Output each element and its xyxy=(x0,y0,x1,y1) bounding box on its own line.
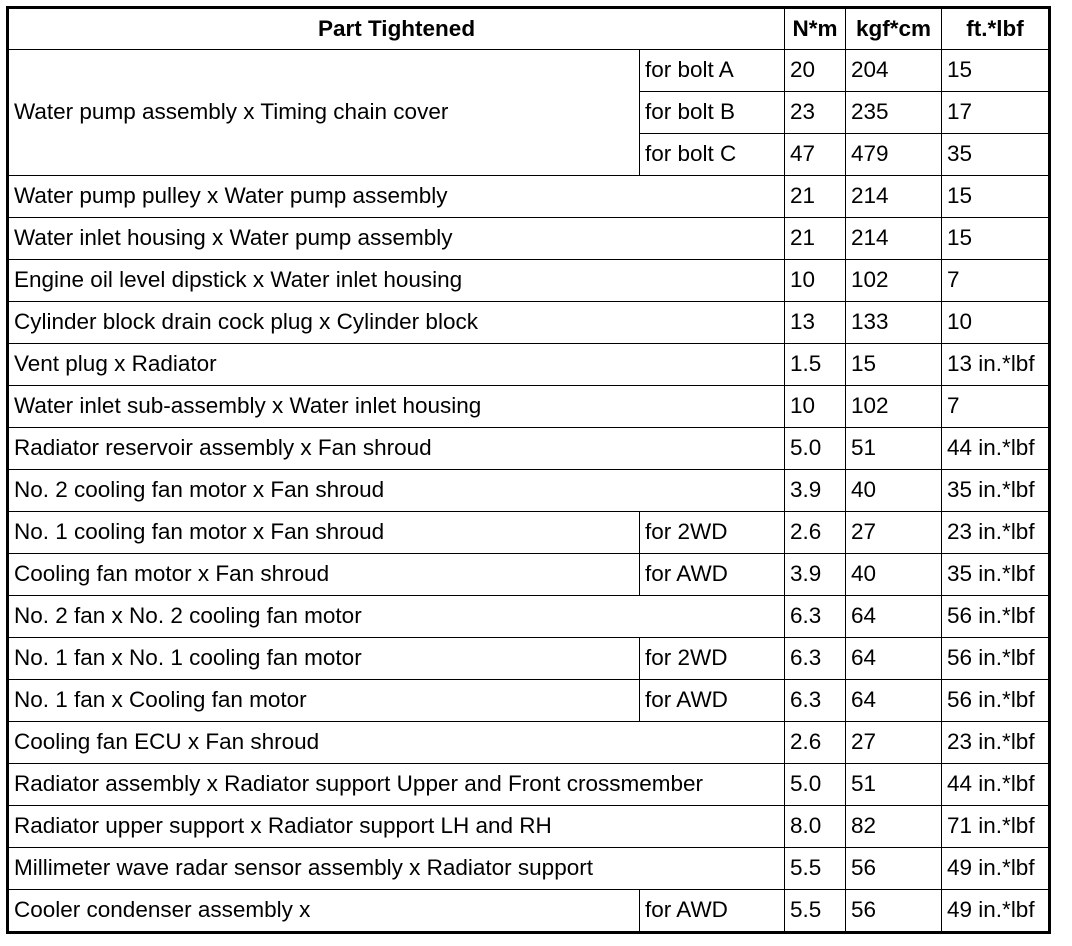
part-cell: Cooler condenser assembly x xyxy=(8,890,640,933)
ftlbf-cell: 35 in.*lbf xyxy=(942,470,1050,512)
condition-cell: for bolt B xyxy=(640,92,785,134)
kgfcm-cell: 64 xyxy=(846,596,942,638)
nm-cell: 23 xyxy=(785,92,846,134)
ftlbf-cell: 15 xyxy=(942,176,1050,218)
part-cell: Cylinder block drain cock plug x Cylinder block xyxy=(8,302,785,344)
ftlbf-cell: 56 in.*lbf xyxy=(942,596,1050,638)
part-cell: No. 2 fan x No. 2 cooling fan motor xyxy=(8,596,785,638)
table-row xyxy=(8,848,1050,890)
table-row xyxy=(8,554,1050,596)
ftlbf-cell: 71 in.*lbf xyxy=(942,806,1050,848)
nm-cell: 10 xyxy=(785,260,846,302)
condition-cell: for AWD xyxy=(640,680,785,722)
nm-cell: 1.5 xyxy=(785,344,846,386)
condition-cell: for AWD xyxy=(640,890,785,933)
kgfcm-cell: 214 xyxy=(846,176,942,218)
ftlbf-cell: 44 in.*lbf xyxy=(942,764,1050,806)
ftlbf-cell: 7 xyxy=(942,260,1050,302)
nm-cell: 2.6 xyxy=(785,722,846,764)
kgfcm-cell: 102 xyxy=(846,260,942,302)
nm-cell: 6.3 xyxy=(785,596,846,638)
kgfcm-cell: 56 xyxy=(846,848,942,890)
table-row xyxy=(8,722,1050,764)
nm-cell: 21 xyxy=(785,218,846,260)
part-cell: Water inlet housing x Water pump assembly xyxy=(8,218,785,260)
nm-cell: 6.3 xyxy=(785,680,846,722)
nm-cell: 5.5 xyxy=(785,890,846,933)
kgfcm-cell: 235 xyxy=(846,92,942,134)
kgfcm-cell: 102 xyxy=(846,386,942,428)
nm-cell: 8.0 xyxy=(785,806,846,848)
table-row xyxy=(8,302,1050,344)
kgfcm-cell: 479 xyxy=(846,134,942,176)
kgfcm-cell: 27 xyxy=(846,512,942,554)
nm-cell: 20 xyxy=(785,50,846,92)
table-row xyxy=(8,596,1050,638)
nm-cell: 10 xyxy=(785,386,846,428)
condition-cell: for bolt A xyxy=(640,50,785,92)
nm-cell: 3.9 xyxy=(785,470,846,512)
ftlbf-cell: 15 xyxy=(942,218,1050,260)
condition-cell: for 2WD xyxy=(640,512,785,554)
table-row xyxy=(8,890,1050,933)
table-row xyxy=(8,512,1050,554)
part-cell: Water pump assembly x Timing chain cover xyxy=(8,50,640,176)
condition-cell: for 2WD xyxy=(640,638,785,680)
ftlbf-cell: 15 xyxy=(942,50,1050,92)
part-cell: No. 2 cooling fan motor x Fan shroud xyxy=(8,470,785,512)
torque-spec-table xyxy=(6,6,1051,934)
ftlbf-cell: 23 in.*lbf xyxy=(942,512,1050,554)
table-row xyxy=(8,806,1050,848)
table-row xyxy=(8,428,1050,470)
part-cell: No. 1 fan x Cooling fan motor xyxy=(8,680,640,722)
table-row xyxy=(8,218,1050,260)
nm-cell: 47 xyxy=(785,134,846,176)
table-row xyxy=(8,470,1050,512)
nm-cell: 6.3 xyxy=(785,638,846,680)
table-row xyxy=(8,386,1050,428)
ftlbf-cell: 13 in.*lbf xyxy=(942,344,1050,386)
condition-cell: for AWD xyxy=(640,554,785,596)
part-cell: Radiator upper support x Radiator support LH and RH xyxy=(8,806,785,848)
part-cell: Engine oil level dipstick x Water inlet housing xyxy=(8,260,785,302)
kgfcm-cell: 40 xyxy=(846,554,942,596)
part-cell: Water inlet sub-assembly x Water inlet housing xyxy=(8,386,785,428)
ftlbf-cell: 23 in.*lbf xyxy=(942,722,1050,764)
nm-cell: 21 xyxy=(785,176,846,218)
header-nm: N*m xyxy=(785,8,846,50)
part-cell: Vent plug x Radiator xyxy=(8,344,785,386)
table-row xyxy=(8,638,1050,680)
part-cell: Cooling fan motor x Fan shroud xyxy=(8,554,640,596)
header-ftlbf: ft.*lbf xyxy=(942,8,1050,50)
ftlbf-cell: 56 in.*lbf xyxy=(942,680,1050,722)
nm-cell: 5.0 xyxy=(785,428,846,470)
ftlbf-cell: 7 xyxy=(942,386,1050,428)
kgfcm-cell: 27 xyxy=(846,722,942,764)
part-cell: No. 1 cooling fan motor x Fan shroud xyxy=(8,512,640,554)
ftlbf-cell: 35 in.*lbf xyxy=(942,554,1050,596)
nm-cell: 3.9 xyxy=(785,554,846,596)
table-row xyxy=(8,764,1050,806)
part-cell: Radiator reservoir assembly x Fan shroud xyxy=(8,428,785,470)
part-cell: Radiator assembly x Radiator support Upper and Front crossmember xyxy=(8,764,785,806)
ftlbf-cell: 49 in.*lbf xyxy=(942,890,1050,933)
table-row xyxy=(8,344,1050,386)
part-cell: Cooling fan ECU x Fan shroud xyxy=(8,722,785,764)
table-row xyxy=(8,680,1050,722)
ftlbf-cell: 49 in.*lbf xyxy=(942,848,1050,890)
table-row xyxy=(8,176,1050,218)
kgfcm-cell: 15 xyxy=(846,344,942,386)
ftlbf-cell: 17 xyxy=(942,92,1050,134)
kgfcm-cell: 56 xyxy=(846,890,942,933)
kgfcm-cell: 51 xyxy=(846,764,942,806)
kgfcm-cell: 214 xyxy=(846,218,942,260)
table-row xyxy=(8,50,1050,92)
nm-cell: 5.0 xyxy=(785,764,846,806)
header-kgfcm: kgf*cm xyxy=(846,8,942,50)
kgfcm-cell: 64 xyxy=(846,680,942,722)
part-cell: Water pump pulley x Water pump assembly xyxy=(8,176,785,218)
kgfcm-cell: 204 xyxy=(846,50,942,92)
kgfcm-cell: 64 xyxy=(846,638,942,680)
ftlbf-cell: 35 xyxy=(942,134,1050,176)
ftlbf-cell: 44 in.*lbf xyxy=(942,428,1050,470)
nm-cell: 5.5 xyxy=(785,848,846,890)
table-body xyxy=(8,50,1050,933)
nm-cell: 2.6 xyxy=(785,512,846,554)
part-cell: Millimeter wave radar sensor assembly x Radiator support xyxy=(8,848,785,890)
kgfcm-cell: 40 xyxy=(846,470,942,512)
header-part: Part Tightened xyxy=(8,8,785,50)
nm-cell: 13 xyxy=(785,302,846,344)
table-row xyxy=(8,260,1050,302)
condition-cell: for bolt C xyxy=(640,134,785,176)
kgfcm-cell: 82 xyxy=(846,806,942,848)
ftlbf-cell: 10 xyxy=(942,302,1050,344)
kgfcm-cell: 51 xyxy=(846,428,942,470)
header-row xyxy=(8,8,1050,50)
ftlbf-cell: 56 in.*lbf xyxy=(942,638,1050,680)
kgfcm-cell: 133 xyxy=(846,302,942,344)
part-cell: No. 1 fan x No. 1 cooling fan motor xyxy=(8,638,640,680)
